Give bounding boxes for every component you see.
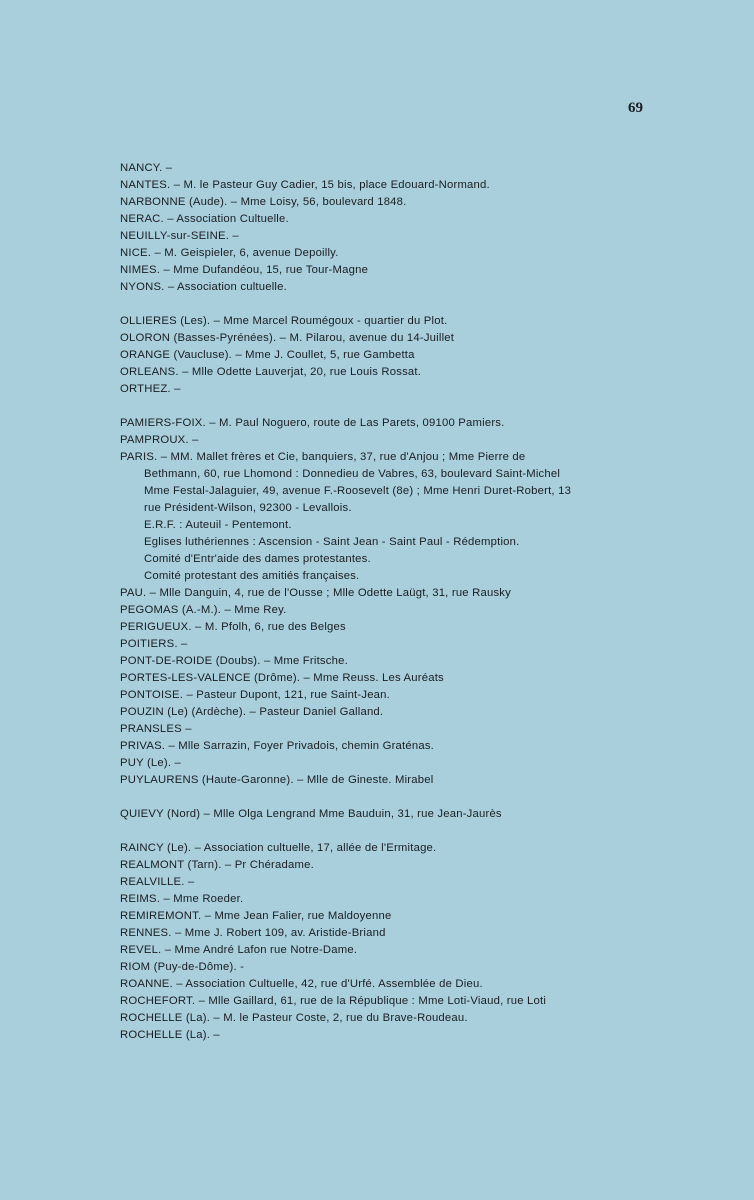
directory-entry-line: REMIREMONT. – Mme Jean Falier, rue Maldoyenne [120, 910, 392, 922]
directory-entry-line: PAMIERS-FOIX. – M. Paul Noguero, route de Las Parets, 09100 Pamiers. [120, 417, 505, 429]
directory-entry-line: ROCHEFORT. – Mlle Gaillard, 61, rue de la République : Mme Loti-Viaud, rue Loti [120, 995, 547, 1007]
directory-entry-line: REALMONT (Tarn). – Pr Chéradame. [120, 859, 314, 871]
directory-entry-line: PRIVAS. – Mlle Sarrazin, Foyer Privadois, chemin Graténas. [120, 740, 435, 752]
directory-entry-line: QUIEVY (Nord) – Mlle Olga Lengrand Mme Bauduin, 31, rue Jean-Jaurès [120, 808, 502, 820]
directory-entry-line: PERIGUEUX. – M. Pfolh, 6, rue des Belges [120, 621, 346, 633]
directory-entry-line: NERAC. – Association Cultuelle. [120, 213, 289, 225]
directory-entry-line: RIOM (Puy-de-Dôme). - [120, 961, 245, 973]
directory-entry-line: NANCY. – [120, 162, 173, 174]
directory-block [120, 160, 640, 296]
directory-entry-line: Eglises luthériennes : Ascension - Saint Jean - Saint Paul - Rédemption. [144, 536, 520, 548]
directory-entry-line: Comité d'Entr'aide des dames protestantes. [144, 553, 371, 565]
directory-entry-line: Bethmann, 60, rue Lhomond : Donnedieu de Vabres, 63, boulevard Saint-Michel [144, 468, 561, 480]
directory-entry-line: NANTES. – M. le Pasteur Guy Cadier, 15 bis, place Edouard-Normand. [120, 179, 490, 191]
directory-entry-line: NYONS. – Association cultuelle. [120, 281, 287, 293]
directory-entry-line: OLLIERES (Les). – Mme Marcel Roumégoux - quartier du Plot. [120, 315, 448, 327]
directory-entry-line: rue Président-Wilson, 92300 - Levallois. [144, 502, 352, 514]
directory-block [120, 313, 640, 398]
directory-entry-line: POUZIN (Le) (Ardèche). – Pasteur Daniel Galland. [120, 706, 384, 718]
directory-entry-line: PEGOMAS (A.-M.). – Mme Rey. [120, 604, 287, 616]
directory-entry-line: PONTOISE. – Pasteur Dupont, 121, rue Saint-Jean. [120, 689, 390, 701]
directory-block [120, 806, 640, 823]
directory-entry-line: PRANSLES – [120, 723, 192, 735]
directory-entry-line: PARIS. – MM. Mallet frères et Cie, banquiers, 37, rue d'Anjou ; Mme Pierre de [120, 451, 526, 463]
directory-listing [120, 160, 640, 1044]
directory-entry-line: REVEL. – Mme André Lafon rue Notre-Dame. [120, 944, 358, 956]
directory-entry-line: NICE. – M. Geispieler, 6, avenue Depoilly. [120, 247, 339, 259]
directory-entry-line: ORANGE (Vaucluse). – Mme J. Coullet, 5, rue Gambetta [120, 349, 415, 361]
directory-entry-line: RENNES. – Mme J. Robert 109, av. Aristide-Briand [120, 927, 386, 939]
directory-entry-line: PUY (Le). – [120, 757, 182, 769]
directory-entry-line: OLORON (Basses-Pyrénées). – M. Pilarou, avenue du 14-Juillet [120, 332, 455, 344]
directory-entry-line: NEUILLY-sur-SEINE. – [120, 230, 239, 242]
directory-entry-line: E.R.F. : Auteuil - Pentemont. [144, 519, 292, 531]
directory-entry-line: Comité protestant des amitiés françaises. [144, 570, 360, 582]
directory-entry-line: NARBONNE (Aude). – Mme Loisy, 56, boulevard 1848. [120, 196, 407, 208]
block-spacer [120, 398, 640, 415]
block-spacer [120, 823, 640, 840]
directory-entry-line: ORLEANS. – Mlle Odette Lauverjat, 20, rue Louis Rossat. [120, 366, 422, 378]
directory-entry-line: ROANNE. – Association Cultuelle, 42, rue d'Urfé. Assemblée de Dieu. [120, 978, 483, 990]
directory-entry-line: PORTES-LES-VALENCE (Drôme). – Mme Reuss. Les Auréats [120, 672, 444, 684]
directory-entry-line: PAMPROUX. – [120, 434, 199, 446]
directory-entry-line: Mme Festal-Jalaguier, 49, avenue F.-Roosevelt (8e) ; Mme Henri Duret-Robert, 13 [144, 485, 572, 497]
directory-entry-line: PAU. – Mlle Danguin, 4, rue de l'Ousse ; Mlle Odette Laügt, 31, rue Rausky [120, 587, 511, 599]
directory-entry-line: REALVILLE. – [120, 876, 195, 888]
directory-block [120, 415, 640, 789]
directory-entry-line: ROCHELLE (La). – M. le Pasteur Coste, 2, rue du Brave-Roudeau. [120, 1012, 468, 1024]
directory-entry-line: ORTHEZ. – [120, 383, 181, 395]
page-number: 69 [628, 100, 643, 116]
directory-entry-line: NIMES. – Mme Dufandéou, 15, rue Tour-Magne [120, 264, 369, 276]
directory-block [120, 840, 640, 1044]
block-spacer [120, 296, 640, 313]
directory-entry-line: ROCHELLE (La). – [120, 1029, 220, 1041]
directory-entry-line: PUYLAURENS (Haute-Garonne). – Mlle de Gineste. Mirabel [120, 774, 434, 786]
directory-entry-line: POITIERS. – [120, 638, 188, 650]
block-spacer [120, 789, 640, 806]
directory-entry-line: REIMS. – Mme Roeder. [120, 893, 244, 905]
directory-entry-line: PONT-DE-ROIDE (Doubs). – Mme Fritsche. [120, 655, 348, 667]
directory-entry-line: RAINCY (Le). – Association cultuelle, 17, allée de l'Ermitage. [120, 842, 437, 854]
